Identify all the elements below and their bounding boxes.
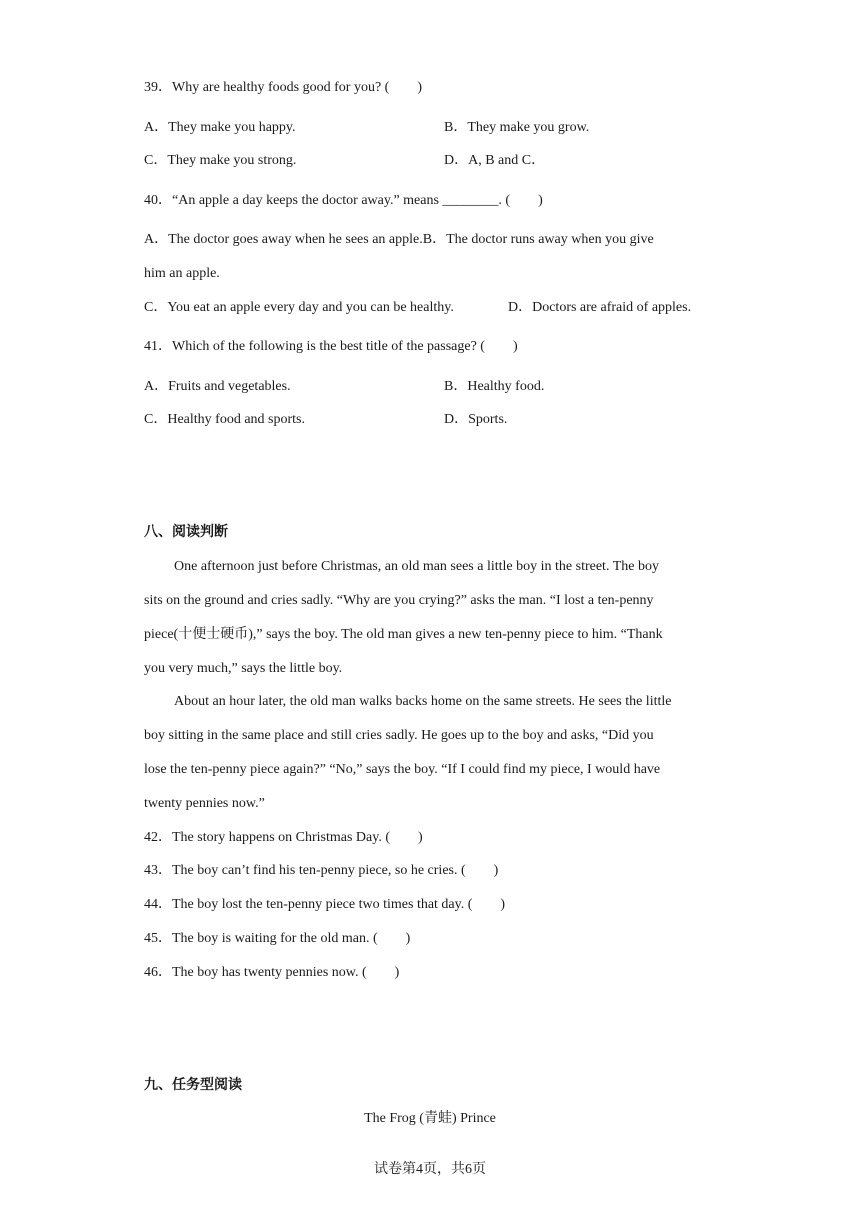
question-41-option-c: C．Healthy food and sports. bbox=[144, 412, 305, 427]
section-9-heading: 九、任务型阅读 bbox=[144, 1077, 242, 1093]
question-40-options-ab-line1: A．The doctor goes away when he sees an apple.B．The doctor runs away when you give bbox=[144, 232, 654, 247]
question-41-option-d: D．Sports. bbox=[444, 412, 508, 427]
section-8-heading: 八、阅读判断 bbox=[144, 524, 228, 540]
passage-title: The Frog (青蛙) Prince bbox=[364, 1111, 496, 1126]
passage-line: One afternoon just before Christmas, an old man sees a little boy in the street. The boy bbox=[174, 559, 659, 574]
passage-line: twenty pennies now.” bbox=[144, 796, 265, 811]
question-39-option-a: A．They make you happy. bbox=[144, 120, 296, 135]
passage-line: sits on the ground and cries sadly. “Why are you crying?” asks the man. “I lost a ten-penny bbox=[144, 593, 654, 608]
question-41-option-a: A．Fruits and vegetables. bbox=[144, 379, 291, 394]
question-40-option-c: C．You eat an apple every day and you can be healthy. bbox=[144, 300, 454, 315]
question-39-option-b: B．They make you grow. bbox=[444, 120, 590, 135]
passage-line: you very much,” says the little boy. bbox=[144, 661, 343, 676]
statement-42: 42．The story happens on Christmas Day. ( ) bbox=[144, 830, 423, 845]
statement-44: 44．The boy lost the ten-penny piece two times that day. ( ) bbox=[144, 897, 506, 912]
statement-43: 43．The boy can’t find his ten-penny piece, so he cries. ( ) bbox=[144, 863, 499, 878]
statement-46: 46．The boy has twenty pennies now. ( ) bbox=[144, 965, 400, 980]
question-39-option-d: D．A, B and C． bbox=[444, 153, 546, 168]
passage-line: About an hour later, the old man walks backs home on the same streets. He sees the little bbox=[174, 694, 672, 709]
statement-45: 45．The boy is waiting for the old man. ( ) bbox=[144, 931, 411, 946]
question-39-option-c: C．They make you strong. bbox=[144, 153, 297, 168]
passage-line: piece(十便士硬币),” says the boy. The old man gives a new ten-penny piece to him. “Thank bbox=[144, 627, 663, 642]
question-40-options-ab-line2: him an apple. bbox=[144, 266, 220, 281]
question-40-option-d: D．Doctors are afraid of apples. bbox=[508, 300, 692, 315]
question-40-stem: 40．“An apple a day keeps the doctor away.” means ________. ( ) bbox=[144, 193, 543, 208]
passage-line: boy sitting in the same place and still cries sadly. He goes up to the boy and asks, “Did you bbox=[144, 728, 654, 743]
page-footer: 试卷第4页，共6页 bbox=[374, 1162, 486, 1177]
question-41-stem: 41．Which of the following is the best title of the passage? ( ) bbox=[144, 339, 518, 354]
passage-line: lose the ten-penny piece again?” “No,” says the boy. “If I could find my piece, I would have bbox=[144, 762, 661, 777]
question-41-option-b: B．Healthy food. bbox=[444, 379, 545, 394]
question-39-stem: 39．Why are healthy foods good for you? ( ) bbox=[144, 80, 422, 95]
